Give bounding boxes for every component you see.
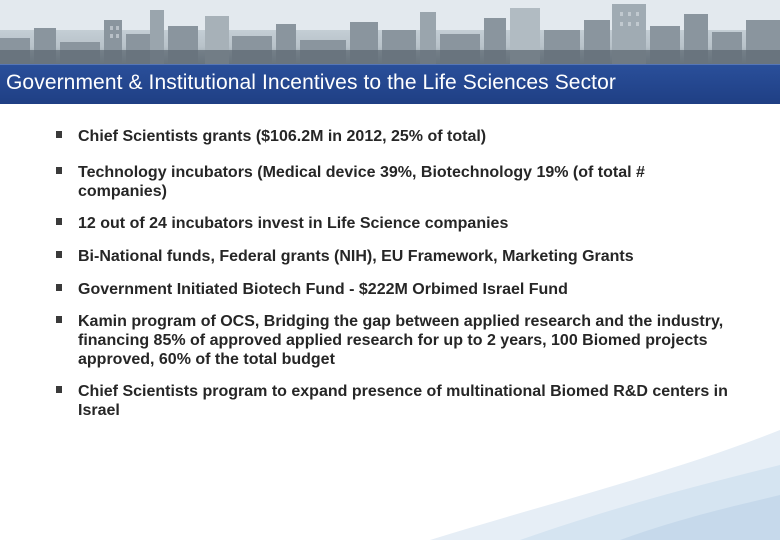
bullet-text: Chief Scientists grants ($106.2M in 2012, 25% of total) bbox=[78, 128, 487, 145]
bullet-text: 12 out of 24 incubators invest in Life Science companies bbox=[78, 215, 509, 232]
bullet-square-icon bbox=[56, 386, 63, 395]
bullet-square-icon bbox=[56, 284, 63, 293]
bullet-square-icon bbox=[56, 131, 63, 140]
bullet-text: Bi-National funds, Federal grants (NIH), EU Framework, Marketing Grants bbox=[78, 248, 634, 265]
bullet-square-icon bbox=[56, 251, 63, 260]
bullet-square-icon bbox=[56, 167, 63, 176]
bullet-text: Technology incubators (Medical device 39%, Biotechnology 19% (of total # companies) bbox=[78, 164, 645, 200]
bullet-square-icon bbox=[56, 218, 63, 227]
bullet-text: Government Initiated Biotech Fund - $222M Orbimed Israel Fund bbox=[78, 281, 568, 298]
bullet-square-icon bbox=[56, 316, 63, 325]
slide-title: Government & Institutional Incentives to the Life Sciences Sector bbox=[6, 71, 616, 94]
bullet-text: Chief Scientists program to expand presence of multinational Biomed R&D centers in Israel bbox=[78, 383, 728, 419]
bullet-text: Kamin program of OCS, Bridging the gap between applied research and the industry, financing 85% of approved applied research for up to 2 years, 100 Biomed projects approved, 60% of the total budget bbox=[78, 313, 724, 368]
